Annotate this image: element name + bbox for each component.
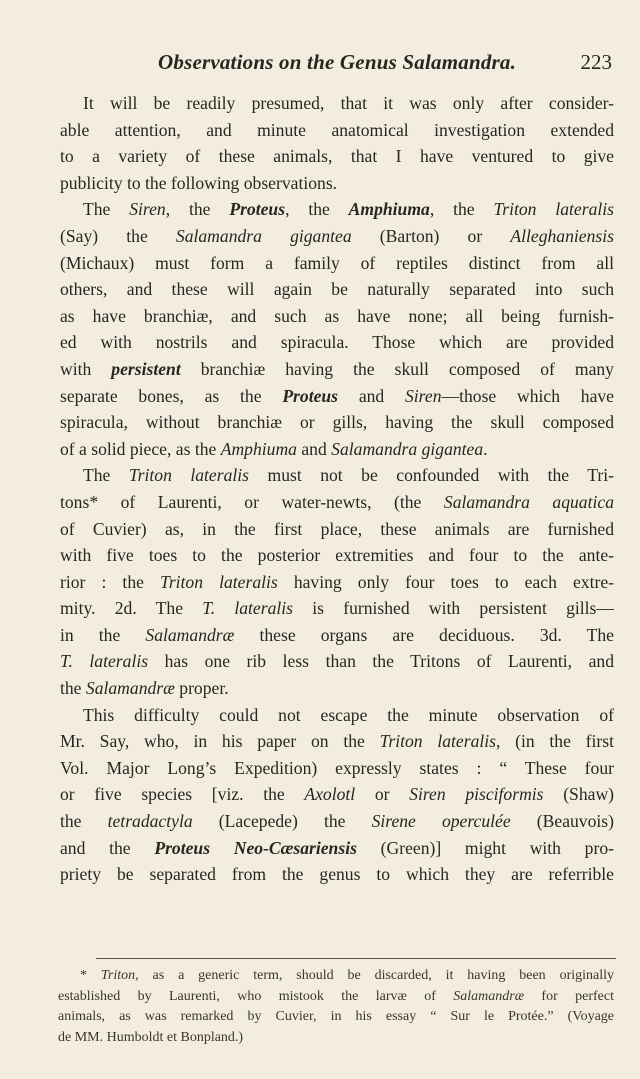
text-line: of Cuvier) as, in the first place, these animals are furnished xyxy=(60,518,614,539)
text-line: to a variety of these animals, that I have ventured to give xyxy=(60,146,614,167)
text-line: the Salamandræ proper. xyxy=(60,678,229,699)
text-line: T. lateralis has one rib less than the Tritons of Laurenti, and xyxy=(60,651,614,672)
text-line: The Siren, the Proteus, the Amphiuma, the Triton lateralis xyxy=(83,199,614,220)
text-line: Mr. Say, who, in his paper on the Triton lateralis, (in the first xyxy=(60,731,614,752)
text-line: ed with nostrils and spiracula. Those which are provided xyxy=(60,332,614,353)
text-line: others, and these will again be naturally separated into such xyxy=(60,279,614,300)
text-line: This difficulty could not escape the minute observation of xyxy=(83,704,614,725)
text-line: of a solid piece, as the Amphiuma and Salamandra gigantea. xyxy=(60,438,488,459)
text-line: in the Salamandræ these organs are deciduous. 3d. The xyxy=(60,624,614,645)
text-line: Vol. Major Long’s Expedition) expressly states : “ These four xyxy=(60,757,614,778)
text-line: tons* of Laurenti, or water-newts, (the Salamandra aquatica xyxy=(60,491,614,512)
footnote-rule xyxy=(96,958,616,959)
text-line: or five species [viz. the Axolotl or Siren pisciformis (Shaw) xyxy=(60,784,615,805)
text-line: able attention, and minute anatomical investigation extended xyxy=(60,119,614,140)
text-line: It will be readily presumed, that it was only after consider- xyxy=(83,93,614,113)
text-line: rior : the Triton lateralis having only four toes to each extre- xyxy=(60,571,614,592)
text-line: as have branchiæ, and such as have none; all being furnish- xyxy=(60,305,614,326)
footnote xyxy=(58,966,614,1048)
text-line: with five toes to the posterior extremities and four to the ante- xyxy=(60,545,614,566)
page-number: 223 xyxy=(580,50,612,74)
text-line: with persistent branchiæ having the skull composed of many xyxy=(60,358,614,379)
text-line: mity. 2d. The T. lateralis is furnished with persistent gills— xyxy=(60,598,614,619)
running-title: Observations on the Genus Salamandra. xyxy=(158,50,517,74)
text-line: the tetradactyla (Lacepede) the Sirene operculée (Beauvois) xyxy=(60,811,614,832)
text-line: publicity to the following observations. xyxy=(60,172,338,193)
text-line: separate bones, as the Proteus and Siren—those which have xyxy=(60,385,614,406)
text-line: The Triton lateralis must not be confounded with the Tri- xyxy=(83,465,614,486)
footnote-line: * Triton, as a generic term, should be discarded, it having been originally xyxy=(80,968,615,983)
body-text xyxy=(60,90,614,888)
text-line: and the Proteus Neo-Cæsariensis (Green)] might with pro- xyxy=(60,837,614,858)
text-line: (Say) the Salamandra gigantea (Barton) or Alleghaniensis xyxy=(60,225,614,246)
footnote-line: de MM. Humboldt et Bonpland.) xyxy=(58,1029,244,1045)
text-line: (Michaux) must form a family of reptiles distinct from all xyxy=(60,252,614,273)
text-line: priety be separated from the genus to which they are referrible xyxy=(60,864,614,885)
footnote-line: established by Laurenti, who mistook the larvæ of Salamandræ for perfect xyxy=(58,988,614,1004)
text-line: spiracula, without branchiæ or gills, having the skull composed xyxy=(60,412,614,433)
page-header xyxy=(60,50,612,80)
footnote-line: animals, as was remarked by Cuvier, in his essay “ Sur le Protée.” (Voyage xyxy=(58,1009,614,1025)
